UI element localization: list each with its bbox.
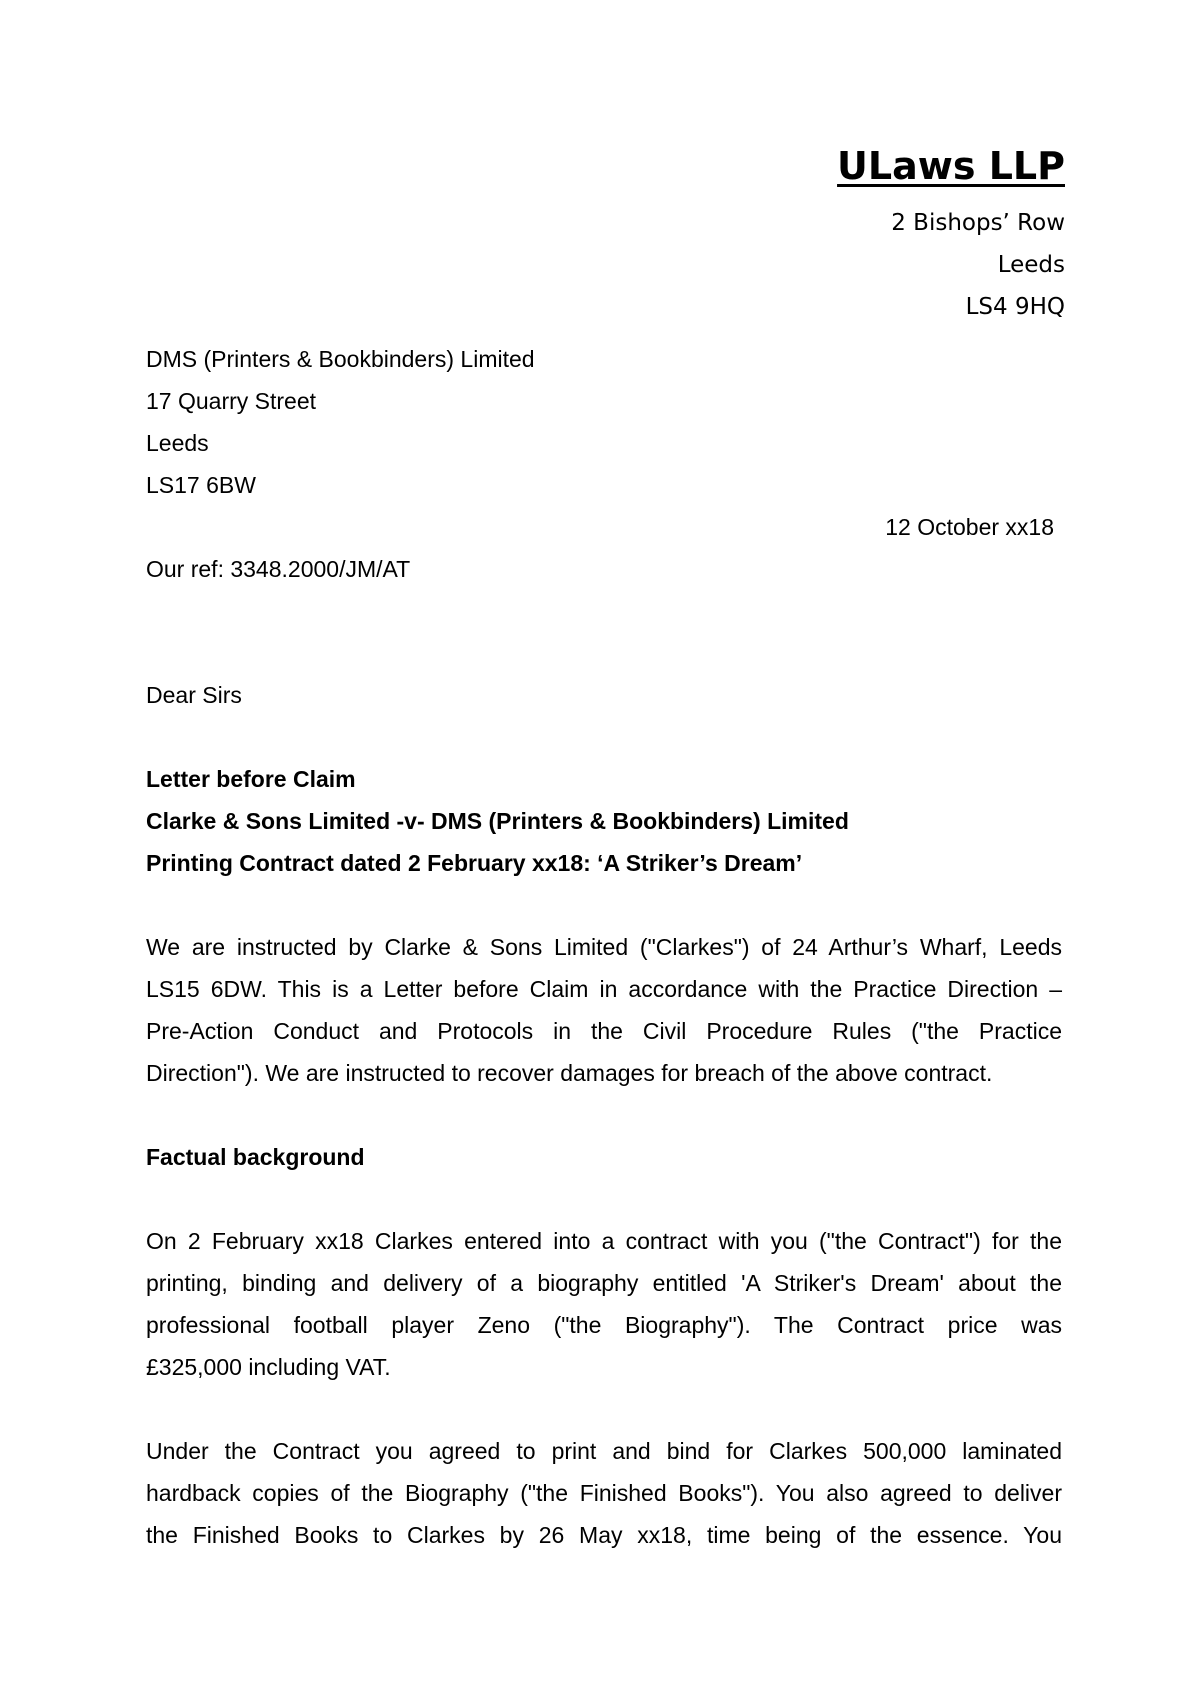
paragraph-line: the Finished Books to Clarkes by 26 May xx18, time being of the essence. You xyxy=(146,1522,1062,1548)
subject-heading xyxy=(146,758,1062,884)
firm-address-line-1: 2 Bishops’ Row xyxy=(891,210,1065,236)
subject-line-1: Letter before Claim xyxy=(146,766,356,792)
paragraph-instruction xyxy=(146,926,1062,1094)
paragraph-line: professional football player Zeno ("the Biography"). The Contract price was xyxy=(146,1312,1062,1338)
firm-address-line-2: Leeds xyxy=(997,252,1065,278)
paragraph-line: Under the Contract you agreed to print and bind for Clarkes 500,000 laminated xyxy=(146,1438,1062,1464)
subject-line-3: Printing Contract dated 2 February xx18: ‘A Striker’s Dream’ xyxy=(146,850,803,876)
paragraph-line: Pre-Action Conduct and Protocols in the Civil Procedure Rules ("the Practice xyxy=(146,1018,1062,1044)
recipient-line-2: 17 Quarry Street xyxy=(146,388,317,414)
paragraph-line: On 2 February xx18 Clarkes entered into a contract with you ("the Contract") for the xyxy=(146,1228,1062,1254)
paragraph-line: printing, binding and delivery of a biography entitled 'A Striker's Dream' about the xyxy=(146,1270,1062,1296)
paragraph-terms xyxy=(146,1430,1062,1556)
recipient-line-1: DMS (Printers & Bookbinders) Limited xyxy=(146,346,535,372)
letter-date: 12 October xx18 xyxy=(885,514,1054,540)
our-reference: Our ref: 3348.2000/JM/AT xyxy=(146,556,411,582)
section-heading-factual-background: Factual background xyxy=(146,1144,365,1170)
paragraph-line: hardback copies of the Biography ("the Finished Books"). You also agreed to deliver xyxy=(146,1480,1062,1506)
salutation: Dear Sirs xyxy=(146,682,242,708)
firm-address-line-3: LS4 9HQ xyxy=(965,294,1065,320)
recipient-line-3: Leeds xyxy=(146,430,209,456)
letterhead xyxy=(837,138,1065,328)
recipient-address xyxy=(146,338,1062,506)
paragraph-contract xyxy=(146,1220,1062,1388)
recipient-line-4: LS17 6BW xyxy=(146,472,256,498)
paragraph-line: LS15 6DW. This is a Letter before Claim in accordance with the Practice Direction – xyxy=(146,976,1062,1002)
firm-name: ULaws LLP xyxy=(837,144,1065,188)
subject-line-2: Clarke & Sons Limited -v- DMS (Printers & Bookbinders) Limited xyxy=(146,808,849,834)
paragraph-line: We are instructed by Clarke & Sons Limited ("Clarkes") of 24 Arthur’s Wharf, Leeds xyxy=(146,934,1062,960)
paragraph-line: Direction"). We are instructed to recover damages for breach of the above contract. xyxy=(146,1060,993,1086)
paragraph-line: £325,000 including VAT. xyxy=(146,1354,391,1380)
